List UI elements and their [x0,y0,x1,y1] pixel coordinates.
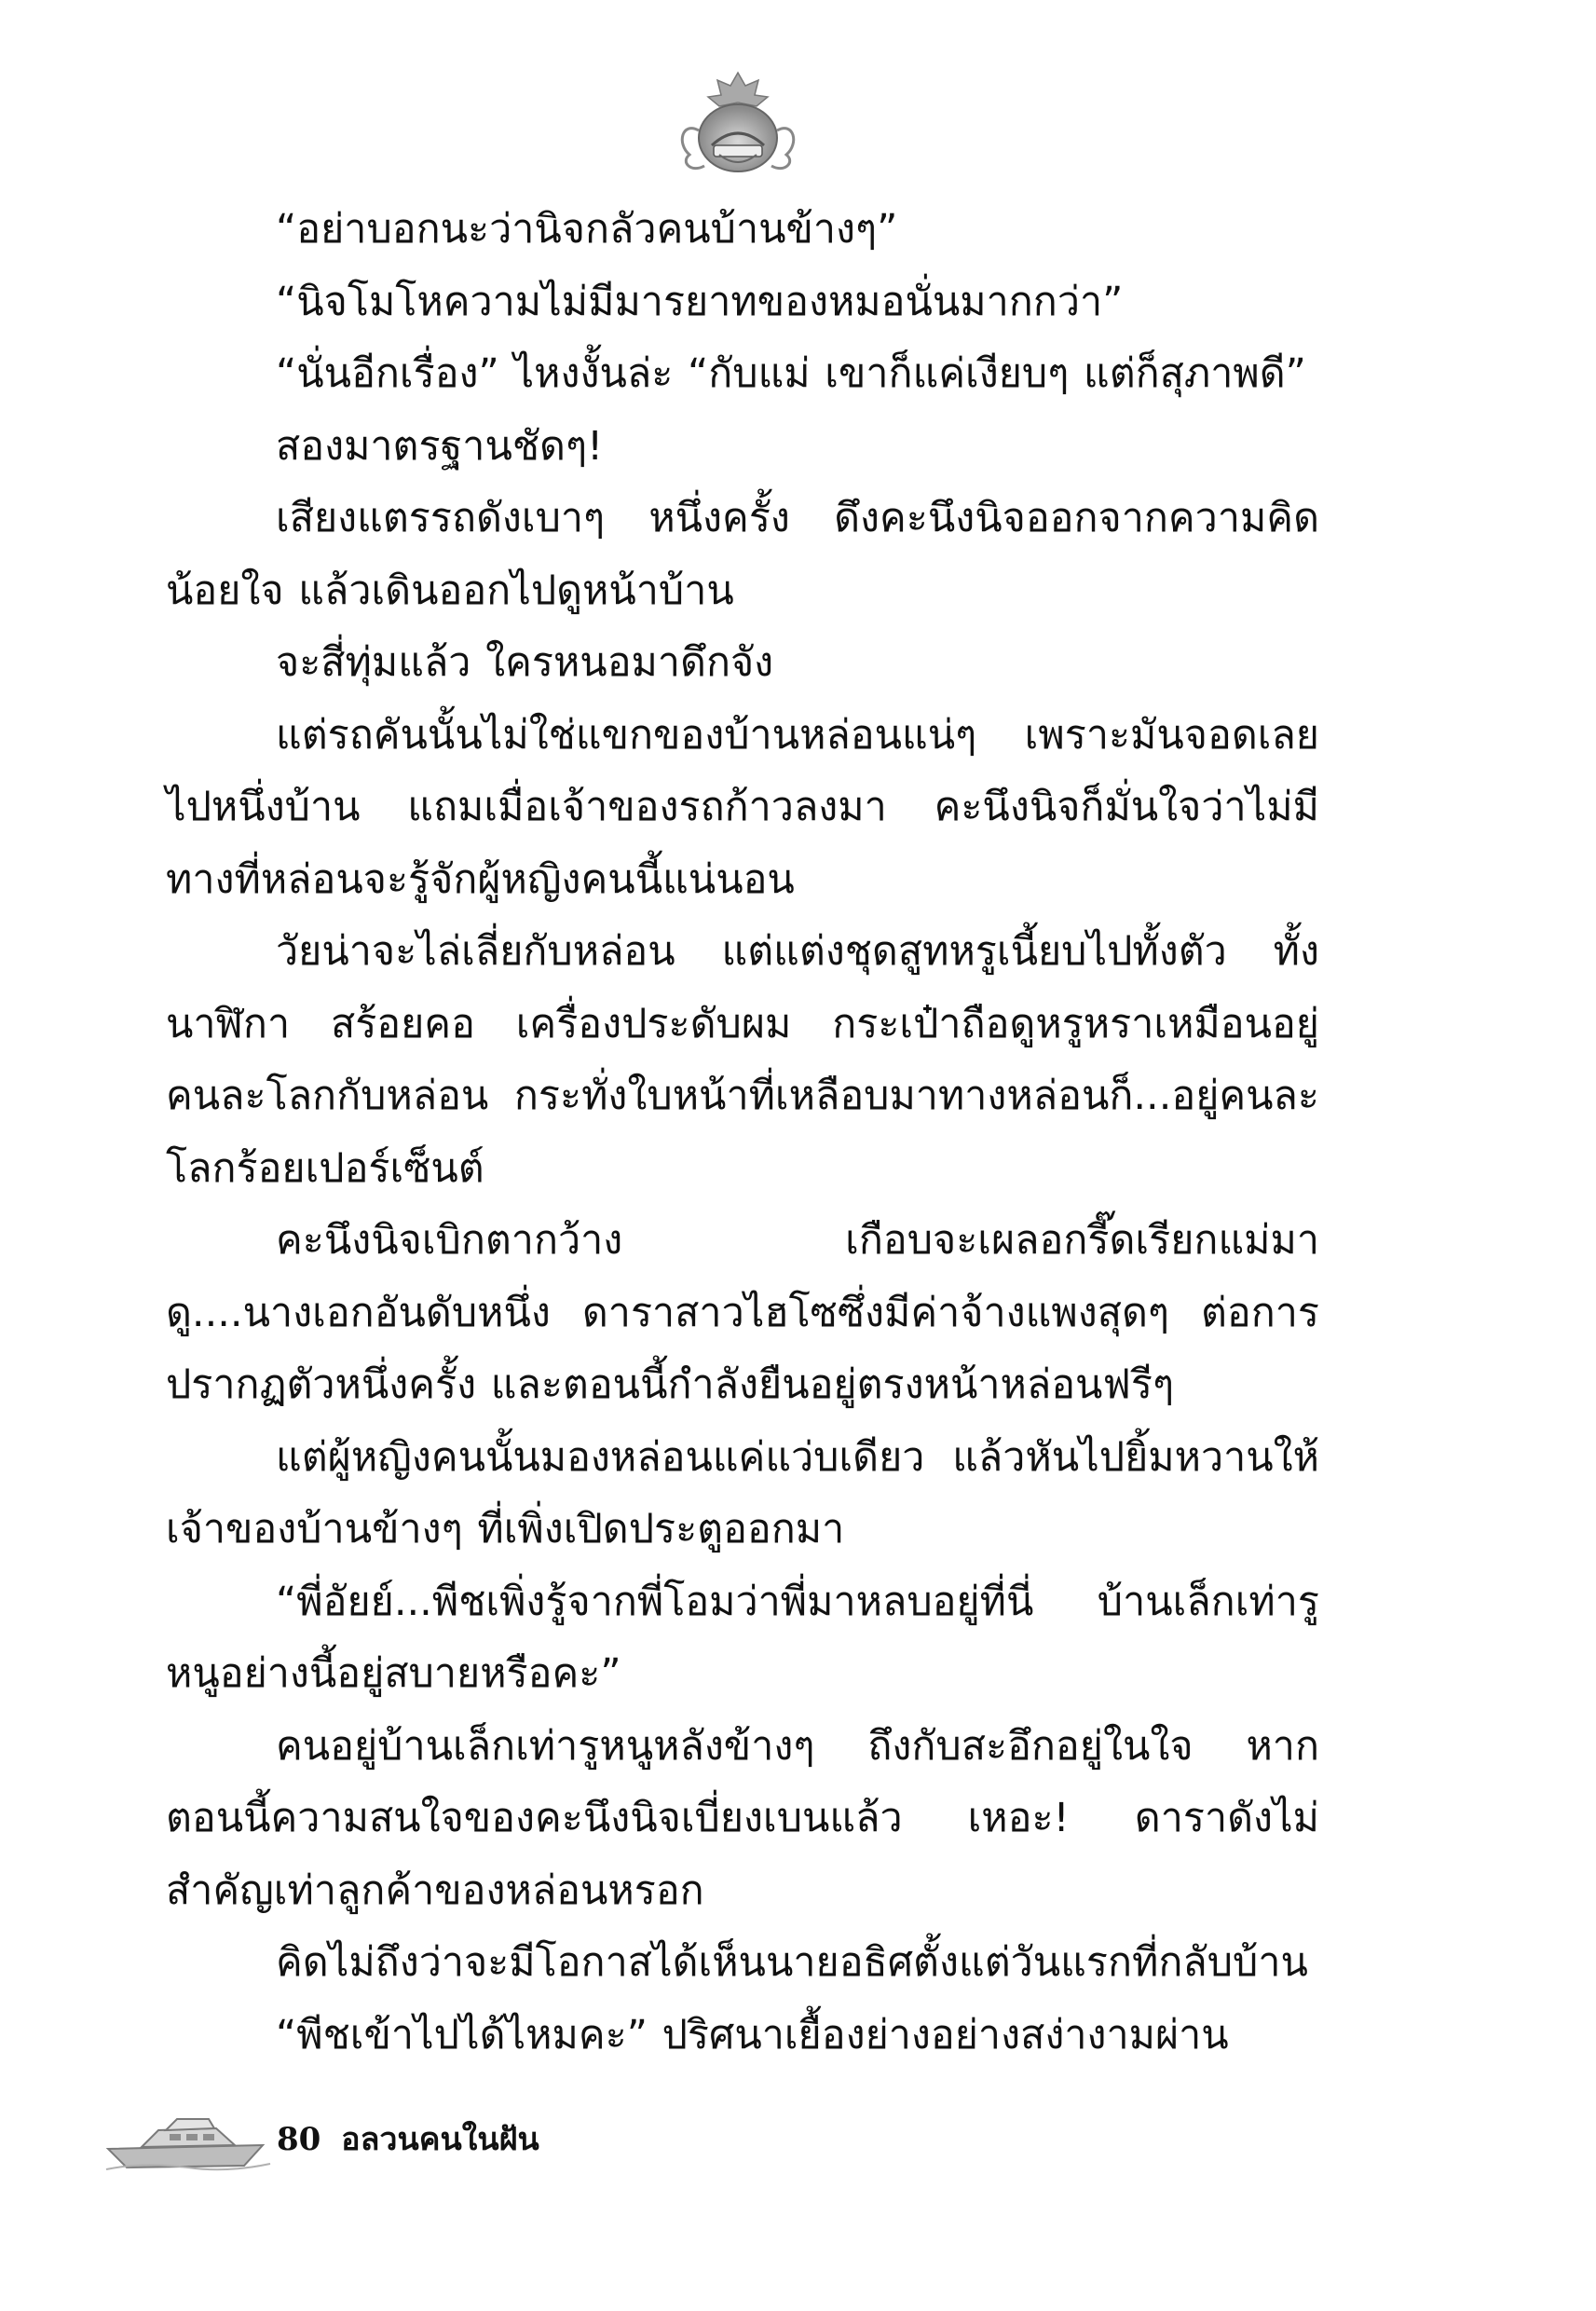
paragraph: “พี่อัยย์...พีชเพิ่งรู้จากพี่โอมว่าพี่มาหลบอยู่ที่นี่ บ้านเล็กเท่ารูหนูอย่างนี้อยู่สบายหรือคะ” [166,1578,1319,1697]
paragraph: “อย่าบอกนะว่านิจกลัวคนบ้านข้างๆ” [276,206,898,253]
paragraph: แต่รถคันนั้นไม่ใช่แขกของบ้านหล่อนแน่ๆ เพราะมันจอดเลยไปหนึ่งบ้าน แถมเมื่อเจ้าของรถก้าวลงมา คะนึงนิจก็มั่นใจว่าไม่มีทางที่หล่อนจะรู้จักผู้หญิงคนนี้แน่นอน [166,711,1319,903]
paragraph: “นั่นอีกเรื่อง” ไหงงั้นล่ะ “กับแม่ เขาก็แค่เงียบๆ แต่ก็สุภาพดี” [276,350,1306,397]
paragraph: คะนึงนิจเบิกตากว้าง เกือบจะเผลอกรี๊ดเรียกแม่มาดู....นางเอกอันดับหนึ่ง ดาราสาวไฮโซซึ่งมีค่าจ้างแพงสุดๆ ต่อการปรากฏตัวหนึ่งครั้ง และตอนนี้กำลังยืนอยู่ตรงหน้าหล่อนฟรีๆ [166,1217,1319,1408]
paragraph: เสียงแตรรถดังเบาๆ หนึ่งครั้ง ดึงคะนึงนิจออกจากความคิดน้อยใจ แล้วเดินออกไปดูหน้าบ้าน [166,495,1319,614]
page-number: 80 [277,2121,321,2158]
page-footer [104,2108,757,2173]
yacht-icon [104,2108,272,2173]
book-title: อลวนคนในฝัน [341,2121,539,2158]
body-text [166,194,1319,2072]
paragraph: “พีชเข้าไปได้ไหมคะ” ปริศนาเยื้องย่างอย่างสง่างามผ่าน [276,2011,1229,2058]
footer-text [277,2117,539,2162]
crest-logo-icon [663,65,812,182]
paragraph: “นิจโมโหความไม่มีมารยาทของหมอนั่นมากกว่า” [276,278,1124,325]
paragraph: จะสี่ทุ่มแล้ว ใครหนอมาดึกจัง [276,639,774,686]
paragraph: แต่ผู้หญิงคนนั้นมองหล่อนแค่แว่บเดียว แล้วหันไปยิ้มหวานให้เจ้าของบ้านข้างๆ ที่เพิ่งเปิดประตูออกมา [166,1433,1319,1552]
paragraph: สองมาตรฐานชัดๆ! [276,422,604,470]
paragraph: คิดไม่ถึงว่าจะมีโอกาสได้เห็นนายอธิศตั้งแต่วันแรกที่กลับบ้าน [276,1939,1308,1986]
paragraph: คนอยู่บ้านเล็กเท่ารูหนูหลังข้างๆ ถึงกับสะอึกอยู่ในใจ หากตอนนี้ความสนใจของคะนึงนิจเบี่ยงเบนแล้ว เหอะ! ดาราดังไม่สำคัญเท่าลูกค้าของหล่อนหรอก [166,1722,1319,1914]
paragraph: วัยน่าจะไล่เลี่ยกับหล่อน แต่แต่งชุดสูทหรูเนี้ยบไปทั้งตัว ทั้งนาฬิกา สร้อยคอ เครื่องประดับผม กระเป๋าถือดูหรูหราเหมือนอยู่คนละโลกกับหล่อน กระทั่งใบหน้าที่เหลือบมาทางหล่อนก็...อยู่คนละโลกร้อยเปอร์เซ็นต์ [166,928,1319,1192]
